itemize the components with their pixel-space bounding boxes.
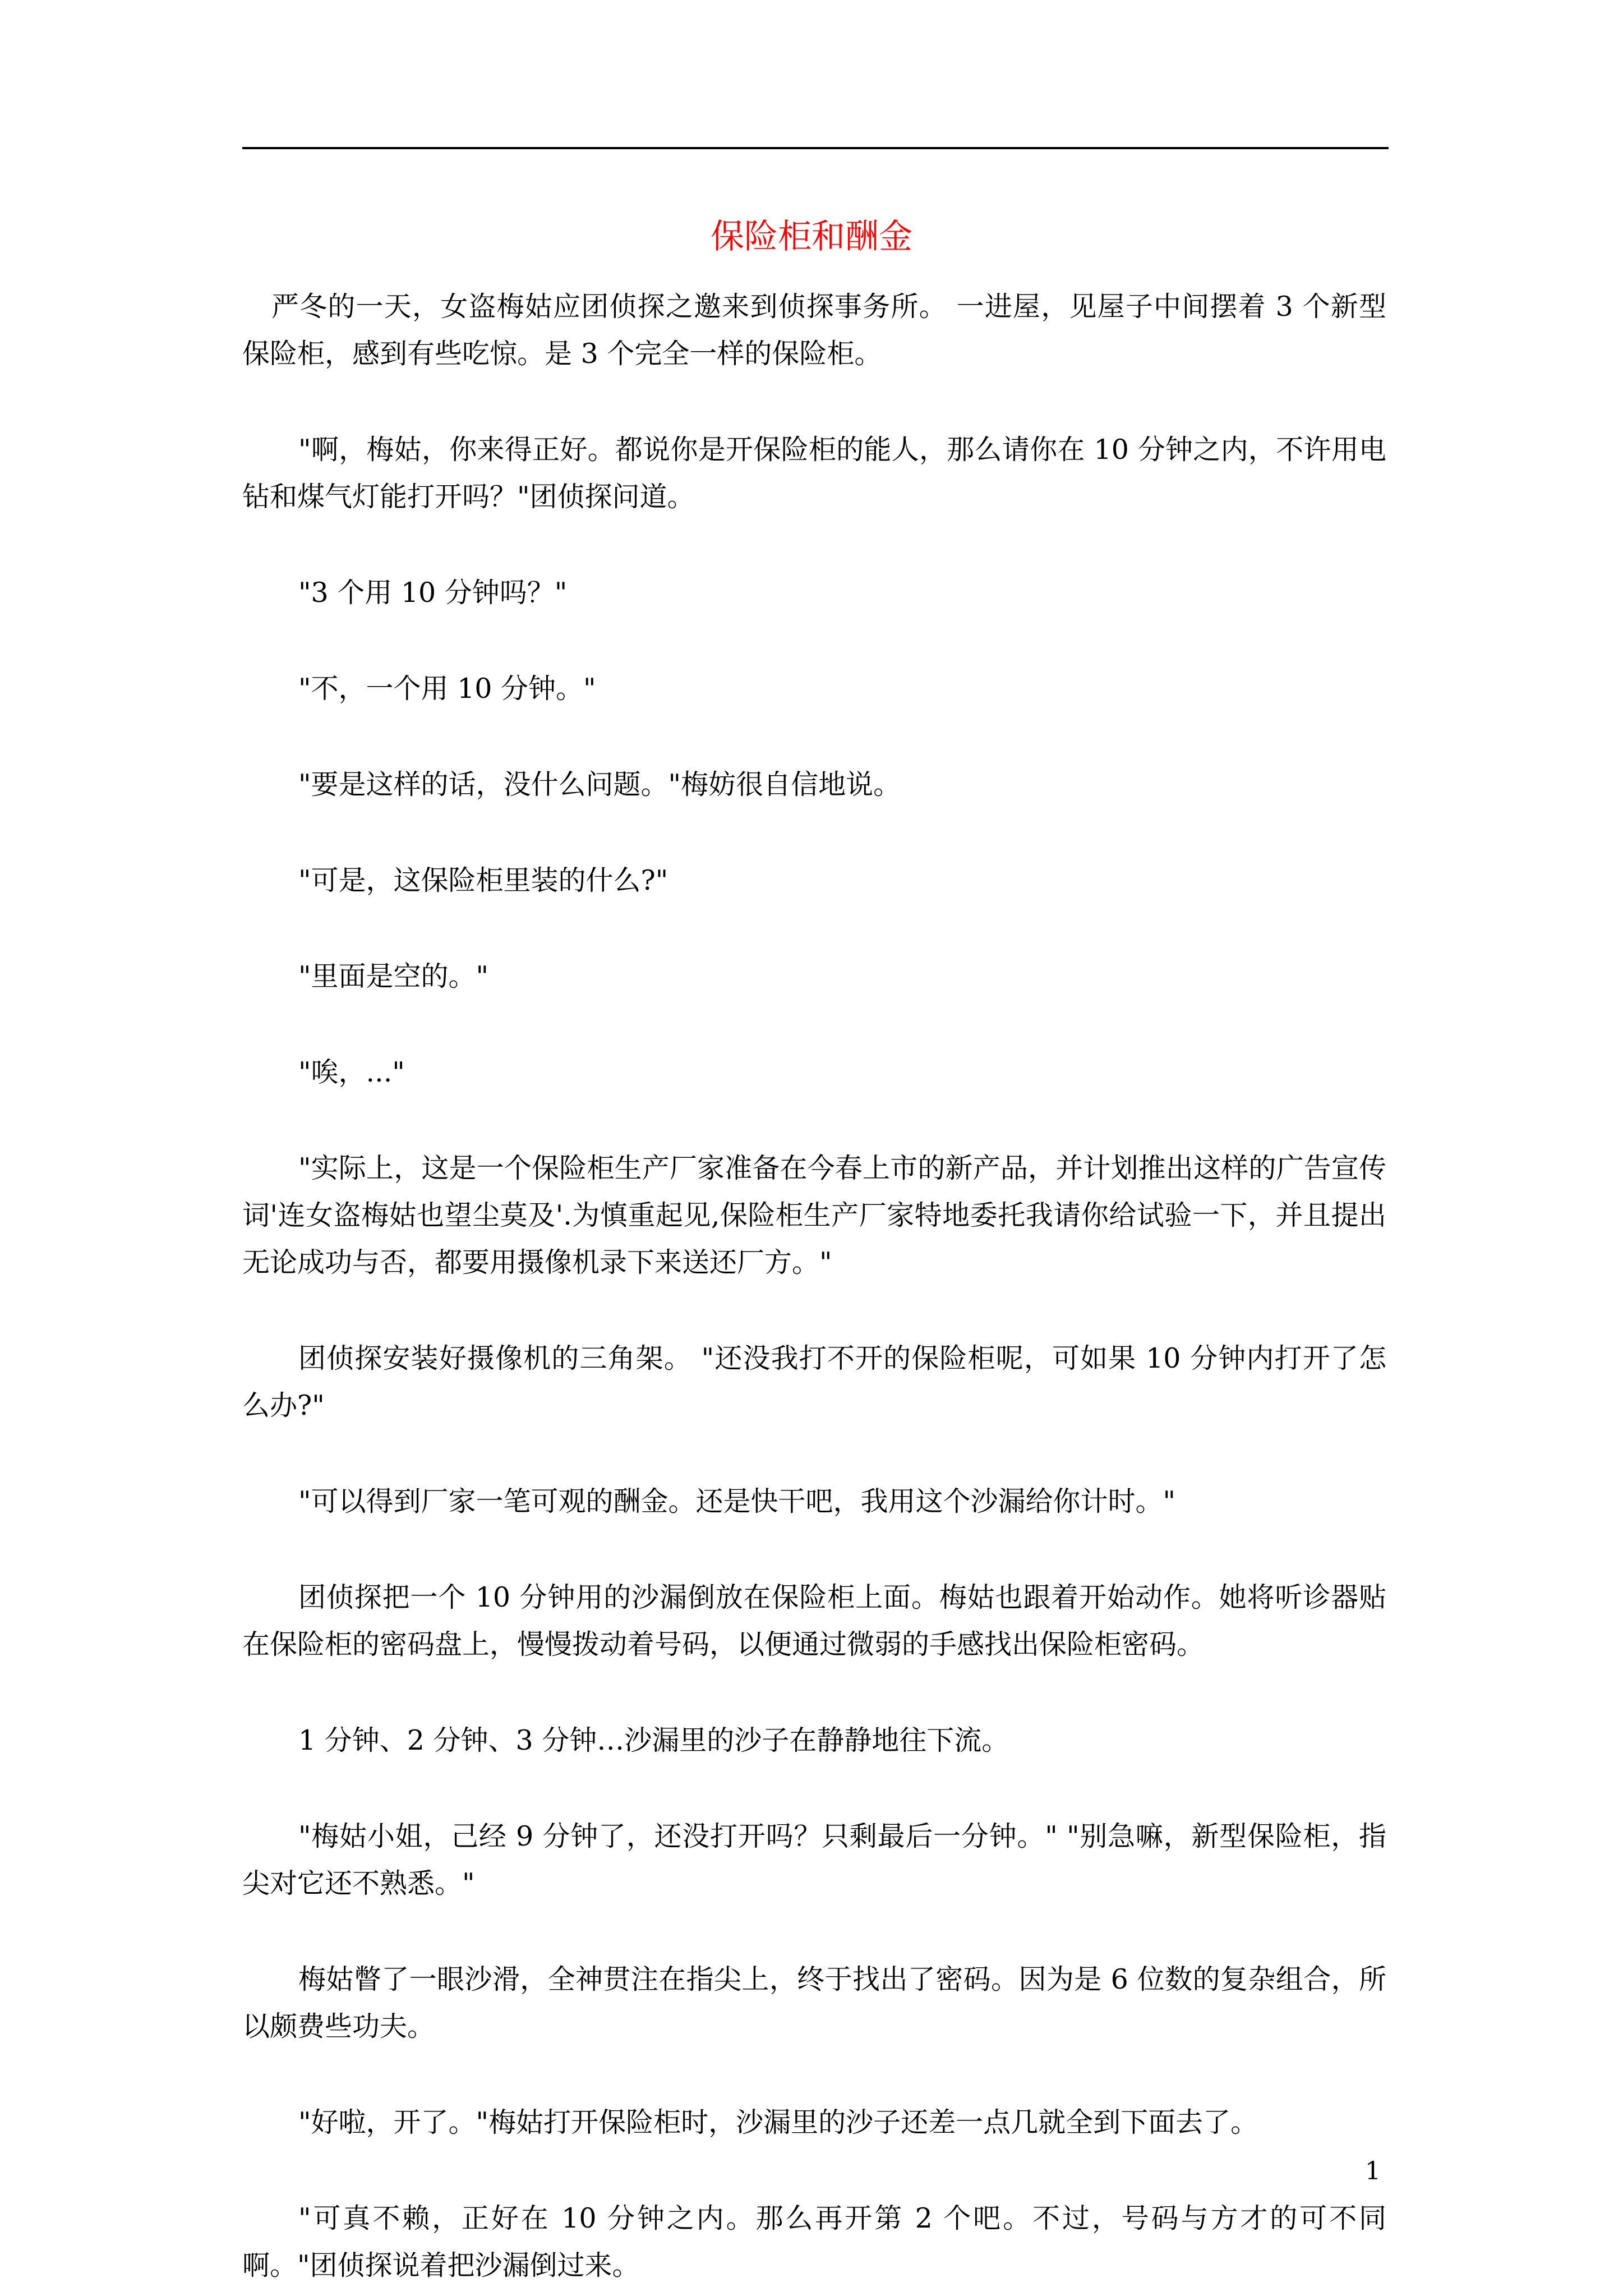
paragraph: "可是，这保险柜里装的什么?" (298, 864, 668, 896)
paragraph: "3 个用 10 分钟吗？" (298, 577, 568, 609)
paragraph: "实际上，这是一个保险柜生产厂家准备在今春上市的新产品，并计划推出这样的广告宣传词'连女盗梅姑也望尘莫及'.为慎重起见,保险柜生产厂家特地委托我请你给试验一下，并且提出无论成功与否，都要用摄像机录下来送还厂方。" (242, 1152, 1386, 1278)
paragraph: "好啦，开了。"梅姑打开保险柜时，沙漏里的沙子还差一点几就全到下面去了。 (298, 2106, 1258, 2138)
paragraph: 严冬的一天，女盗梅姑应团侦探之邀来到侦探事务所。 一进屋，见屋子中间摆着 3 个新型保险柜，感到有些吃惊。是 3 个完全一样的保险柜。 (242, 291, 1386, 370)
page-title: 保险柜和酬金 (711, 217, 912, 256)
paragraph: 梅姑瞥了一眼沙滑，全神贯注在指尖上，终于找出了密码。因为是 6 位数的复杂组合，所以颇费些功夫。 (242, 1963, 1386, 2042)
paragraph: 1 分钟、2 分钟、3 分钟…沙漏里的沙子在静静地往下流。 (298, 1724, 1009, 1756)
paragraph: "梅姑小姐，己经 9 分钟了，还没打开吗？只剩最后一分钟。" "别急嘛，新型保险柜，指尖对它还不熟悉。" (242, 1820, 1386, 1899)
header-rule (242, 147, 1389, 149)
paragraph: "里面是空的。" (298, 960, 489, 992)
paragraph: "啊，梅姑，你来得正好。都说你是开保险柜的能人，那么请你在 10 分钟之内，不许用电钻和煤气灯能打开吗？"团侦探问道。 (242, 434, 1386, 513)
paragraph: "可真不赖，正好在 10 分钟之内。那么再开第 2 个吧。不过，号码与方才的可不同啊。"团侦探说着把沙漏倒过来。 (242, 2202, 1386, 2281)
paragraph: 团侦探把一个 10 分钟用的沙漏倒放在保险柜上面。梅姑也跟着开始动作。她将听诊器贴在保险柜的密码盘上，慢慢拨动着号码，以便通过微弱的手感找出保险柜密码。 (242, 1581, 1386, 1660)
paragraph: "可以得到厂家一笔可观的酬金。还是快干吧，我用这个沙漏给你计时。" (298, 1485, 1176, 1517)
paragraph: "不，一个用 10 分钟。" (298, 673, 596, 705)
paragraph: "要是这样的话，没什么问题。"梅妨很自信地说。 (298, 769, 901, 800)
document-body (242, 283, 1386, 2289)
paragraph: 团侦探安装好摄像机的三角架。 "还没我打不开的保险柜呢，可如果 10 分钟内打开了怎么办?" (242, 1342, 1386, 1421)
paragraph: "唉，..." (298, 1056, 405, 1088)
page-number: 1 (1365, 2157, 1381, 2185)
